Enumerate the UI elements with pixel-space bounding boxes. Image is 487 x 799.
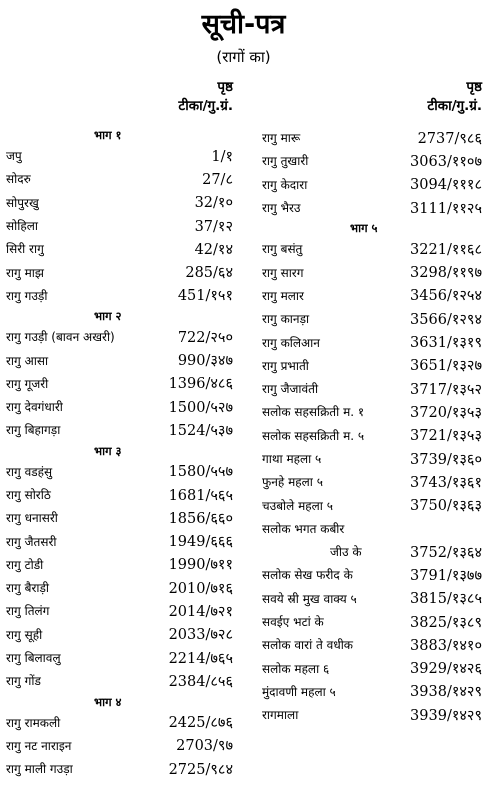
index-entry <box>6 529 233 552</box>
page-number: 1524/५३७ <box>168 422 233 439</box>
raga-name: सवये स्री मुख वाक्य ५ <box>262 591 357 606</box>
index-entry <box>262 237 482 260</box>
index-entry <box>262 587 482 610</box>
raga-name: मुंदावणी महला ५ <box>262 684 336 699</box>
raga-name: रागु कलिआन <box>262 335 320 350</box>
page-number: 3717/१३५२ <box>410 381 482 398</box>
page-number: 2384/८५६ <box>168 673 233 690</box>
raga-name: रागु सोरठि <box>6 488 51 502</box>
raga-name: सलोक सेख फरीद के <box>262 568 353 583</box>
raga-name: रागु केदारा <box>262 177 308 192</box>
index-entry <box>6 284 233 307</box>
index-entry <box>262 196 482 219</box>
page-number: 3094/१११८ <box>410 177 482 194</box>
page-number: 3298/११९७ <box>410 265 482 282</box>
raga-name: चउबोले महला ५ <box>262 498 333 513</box>
index-entry <box>262 307 482 330</box>
index-entry <box>6 599 233 622</box>
index-entry <box>6 418 233 441</box>
index-entry <box>6 460 233 483</box>
page-number: 3739/१३६० <box>410 451 482 468</box>
page-number: 3929/१४२६ <box>410 661 482 678</box>
raga-name: रागु बिहागड़ा <box>6 423 61 438</box>
page-number: 3456/१२५४ <box>410 288 482 305</box>
page-number: 3883/१४१० <box>410 637 482 654</box>
page-number: 2214/७६५ <box>168 650 233 667</box>
index-entry <box>262 354 482 377</box>
raga-name: सलोक भगत कबीर <box>262 521 345 536</box>
index-entry <box>262 493 482 516</box>
index-entry <box>262 284 482 307</box>
raga-name: रागु माझ <box>6 265 44 280</box>
index-entry <box>262 173 482 196</box>
raga-name: रागु मारू <box>262 131 301 146</box>
raga-name: गाथा महला ५ <box>262 452 322 466</box>
raga-name: रागु सूही <box>6 627 43 642</box>
index-entry <box>6 734 233 757</box>
raga-name: रागु बिलावलु <box>6 651 61 666</box>
left-column <box>6 78 233 780</box>
page-number: 1856/६६० <box>168 510 233 527</box>
page-header-sublabel: टीका/गु.ग्रं. <box>178 98 233 114</box>
page-number: 2703/९७ <box>176 738 233 755</box>
index-entry <box>262 470 482 493</box>
index-entry <box>262 610 482 633</box>
raga-name: रागु गोंड <box>6 674 41 689</box>
page-number: 3651/१३२७ <box>410 358 482 375</box>
index-entry <box>6 167 233 190</box>
raga-name: रागु प्रभाती <box>262 358 309 373</box>
raga-name: रागु नट नाराइन <box>6 738 72 753</box>
page-number: 1500/५२७ <box>168 399 233 416</box>
page-number: 1681/५६५ <box>168 487 233 504</box>
index-entry <box>6 372 233 395</box>
raga-name: सलोक सहसक्रिती म. ५ <box>262 428 365 443</box>
page-subtitle: (रागों का) <box>216 48 271 66</box>
page-number: 37/१२ <box>194 218 233 235</box>
raga-name: रागु गूजरी <box>6 376 49 391</box>
page-header-label: पृष्ठ <box>466 79 482 95</box>
index-entry <box>262 424 482 447</box>
raga-name: रागु गउड़ी (बावन अखरी) <box>6 330 115 345</box>
raga-name: रागु जैजावंती <box>262 382 319 397</box>
index-entry <box>262 377 482 400</box>
page-number: 42/१४ <box>194 241 233 258</box>
index-entry <box>6 348 233 371</box>
raga-name: रागु गउड़ी <box>6 288 48 303</box>
page-number: 3815/१३८५ <box>410 591 482 608</box>
page-header-sublabel: टीका/गु.ग्रं. <box>427 98 482 114</box>
raga-name: रागु देवगंधारी <box>6 400 63 415</box>
raga-name: रागु तुखारी <box>262 154 309 169</box>
index-entry <box>262 400 482 423</box>
index-entry <box>6 646 233 669</box>
page-number: 990/३४७ <box>177 353 233 370</box>
section-heading: भाग ५ <box>350 221 378 236</box>
page-number: 451/१५१ <box>177 288 233 305</box>
raga-name: सलोक महला ६ <box>262 661 330 676</box>
page-number: 1949/६६६ <box>168 534 233 551</box>
index-entry <box>6 325 233 348</box>
raga-name: रागु तिलंग <box>6 604 50 619</box>
page-number: 722/२५० <box>177 329 233 346</box>
page-number: 1/१ <box>211 148 233 165</box>
index-entry <box>6 711 233 734</box>
page-number: 3939/१४२९ <box>410 707 482 724</box>
raga-name: सलोक वारां ते वधीक <box>262 638 354 653</box>
page-number: 2425/८७६ <box>168 715 233 732</box>
raga-name: जीउ के <box>330 545 362 560</box>
index-entry <box>262 633 482 656</box>
raga-name: रागु रामकली <box>6 715 61 730</box>
raga-name: रागु भैरउ <box>262 201 301 216</box>
index-entry <box>262 540 482 563</box>
raga-name: रागु माली गउड़ा <box>6 762 73 777</box>
section-heading: भाग १ <box>94 128 122 142</box>
page-number: 2737/९८६ <box>417 130 482 147</box>
index-entry <box>262 657 482 680</box>
index-entry <box>6 483 233 506</box>
index-entry <box>6 395 233 418</box>
index-entry <box>262 447 482 470</box>
raga-name: फुनहे महला ५ <box>262 475 323 490</box>
page-number: 27/८ <box>202 171 233 188</box>
index-entry <box>262 260 482 283</box>
raga-name: सिरी रागु <box>6 242 44 257</box>
page-number: 1396/४८६ <box>168 376 233 393</box>
raga-name: सलोक सहसक्रिती म. १ <box>262 405 365 420</box>
page-number: 2033/७२८ <box>168 627 233 644</box>
index-entry <box>262 149 482 172</box>
page-title: सूची-पत्र <box>201 9 286 40</box>
page-number: 32/१० <box>194 195 233 212</box>
section-heading: भाग ३ <box>94 443 122 458</box>
page-number: 3566/१२९४ <box>410 311 482 328</box>
page-number: 2725/९८४ <box>168 761 233 778</box>
raga-name: रागु मलार <box>262 288 304 303</box>
page-number: 3631/१३१९ <box>410 335 482 352</box>
index-entry <box>6 260 233 283</box>
index-entry <box>262 680 482 703</box>
index-entry <box>6 669 233 692</box>
raga-name: रागु कानड़ा <box>262 312 310 327</box>
page-number: 3743/१३६१ <box>410 474 482 491</box>
page-number: 3791/१३७७ <box>410 567 482 584</box>
page-number: 1580/५५७ <box>168 464 233 481</box>
raga-name: रागु जैतसरी <box>6 534 57 549</box>
index-entry <box>262 330 482 353</box>
raga-name: जपु <box>6 149 22 164</box>
index-entry <box>6 757 233 780</box>
index-entry <box>6 576 233 599</box>
page-number: 3721/१३५३ <box>410 428 482 445</box>
raga-name: रागु सारग <box>262 265 304 280</box>
page-number: 3752/१३६४ <box>410 544 482 561</box>
index-entry <box>6 623 233 646</box>
index-entry <box>6 214 233 237</box>
index-entry <box>262 517 482 540</box>
raga-name: रागु आसा <box>6 353 49 368</box>
raga-name: रागु वडहंसु <box>6 464 53 479</box>
section-heading: भाग ४ <box>94 694 122 709</box>
raga-name: रागमाला <box>262 708 299 723</box>
page-header-label: पृष्ठ <box>217 79 233 95</box>
raga-name: सवईए भटां के <box>262 615 324 630</box>
page-number: 3750/१३६३ <box>410 498 482 515</box>
page-number: 3063/११०७ <box>410 153 482 170</box>
raga-name: रागु टोडी <box>6 557 44 572</box>
section-heading: भाग २ <box>94 309 122 324</box>
page-number: 3938/१४२९ <box>410 684 482 701</box>
page-number: 1990/७११ <box>168 557 233 574</box>
raga-name: रागु बसंतु <box>262 242 303 257</box>
index-entry <box>262 703 482 726</box>
page-number: 2014/७२१ <box>168 603 233 620</box>
raga-name: सोदरु <box>6 172 31 187</box>
page-number: 285/६४ <box>185 265 233 282</box>
index-entry <box>6 506 233 529</box>
raga-name: सोपुरखु <box>6 195 39 210</box>
index-entry <box>6 237 233 260</box>
page-number: 3111/११२५ <box>410 200 482 217</box>
raga-name: रागु बैराड़ी <box>6 581 49 596</box>
page-number: 3720/१३५३ <box>410 404 482 421</box>
index-entry <box>6 553 233 576</box>
page-number: 3221/११६८ <box>410 241 482 258</box>
index-entry <box>262 126 482 149</box>
index-entry <box>6 191 233 214</box>
raga-name: रागु धनासरी <box>6 511 58 526</box>
right-column <box>262 78 482 726</box>
raga-name: सोहिला <box>6 219 38 234</box>
page-number: 3825/१३८९ <box>410 614 482 631</box>
index-entry <box>6 144 233 167</box>
index-entry <box>262 563 482 586</box>
page-number: 2010/७१६ <box>168 580 233 597</box>
